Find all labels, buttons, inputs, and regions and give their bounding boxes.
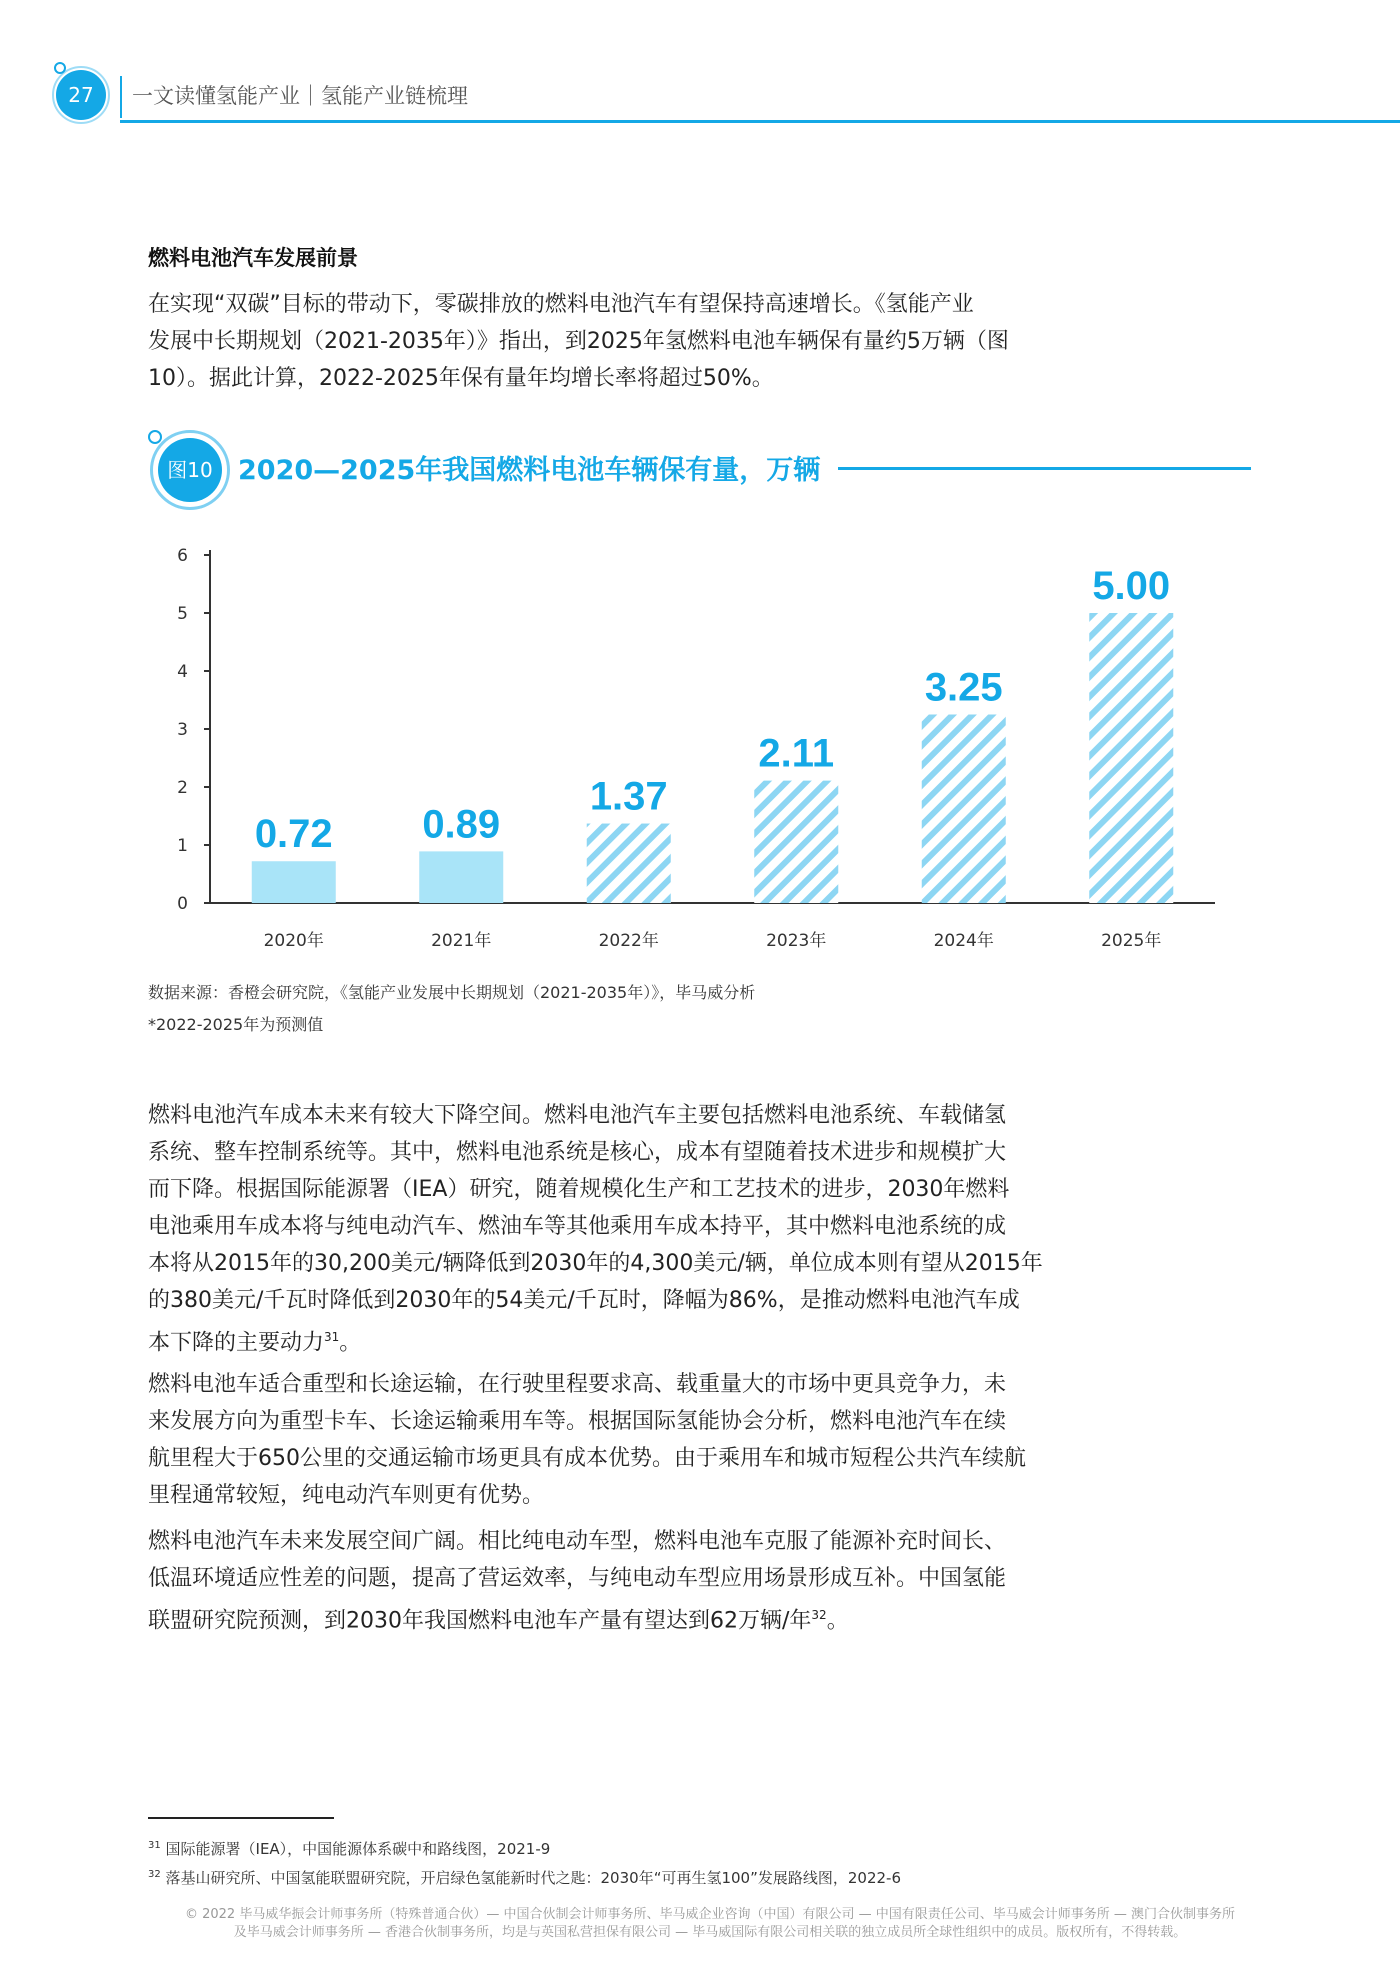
body-paragraph-2 — [148, 1366, 1058, 1514]
bar-value-label: 1.37 — [589, 774, 668, 819]
bar — [252, 861, 336, 903]
body-line: 航里程大于650公里的交通运输市场更具有成本优势。由于乘用车和城市短程公共汽车续航 — [148, 1446, 1026, 1471]
copyright-line: 及毕马威会计师事务所 — 香港合伙制事务所，均是与英国私营担保有限公司 — 毕马威国际有限公司相关联的独立成员所全球性组织中的成员。版权所有，不得转载。 — [233, 1925, 1187, 1940]
body-line — [148, 1597, 1058, 1639]
footnote-32 — [148, 1867, 901, 1888]
footnote-rule — [148, 1817, 334, 1819]
x-tick-label: 2023年 — [766, 931, 827, 951]
data-source: 数据来源：香橙会研究院，《氢能产业发展中长期规划（2021-2035年）》，毕马威分析 — [148, 983, 756, 1002]
bar — [587, 824, 671, 903]
y-tick-label: 4 — [177, 662, 188, 682]
intro-line: 10）。据此计算，2022-2025年保有量年均增长率将超过50%。 — [148, 366, 774, 391]
bar-value-label: 0.72 — [254, 812, 333, 857]
footnote-text: 国际能源署（IEA），中国能源体系碳中和路线图，2021-9 — [165, 1840, 551, 1858]
y-tick-label: 5 — [177, 604, 188, 624]
body-line-text: 本下降的主要动力 — [148, 1330, 325, 1356]
body-line: 里程通常较短，纯电动汽车则更有优势。 — [148, 1483, 545, 1508]
footnote-number: 32 — [148, 1869, 161, 1880]
x-tick-label: 2024年 — [933, 931, 994, 951]
bar-value-label: 2.11 — [758, 731, 835, 776]
copyright-line: © 2022 毕马威华振会计师事务所（特殊普通合伙）— 中国合伙制会计师事务所、毕马威企业咨询（中国）有限公司 — 中国有限责任公司、毕马威会计师事务所 — 澳门合伙制事务所 — [184, 1907, 1235, 1922]
bar — [1089, 613, 1173, 903]
body-line: 燃料电池车适合重型和长途运输，在行驶里程要求高、载重量大的市场中更具竞争力，未 — [148, 1372, 1007, 1397]
body-line — [148, 1319, 1058, 1361]
body-line: 的380美元/千瓦时降低到2030年的54美元/千瓦时，降幅为86%，是推动燃料电池汽车成 — [148, 1288, 1020, 1313]
footnote-number: 31 — [148, 1840, 161, 1851]
x-tick-label: 2022年 — [598, 931, 659, 951]
footnote-ref[interactable]: 32 — [811, 1608, 827, 1622]
intro-line: 在实现“双碳”目标的带动下，零碳排放的燃料电池汽车有望保持高速增长。《氢能产业 — [148, 292, 974, 317]
x-tick-label: 2021年 — [431, 931, 492, 951]
body-line: 本将从2015年的30,200美元/辆降低到2030年的4,300美元/辆，单位成本则有望从2015年 — [148, 1251, 1043, 1276]
body-line: 而下降。根据国际能源署（IEA）研究，随着规模化生产和工艺技术的进步，2030年燃料 — [148, 1177, 1010, 1202]
footnote-ref[interactable]: 31 — [324, 1330, 340, 1344]
y-tick-label: 2 — [177, 778, 188, 798]
body-paragraph-3 — [148, 1523, 1058, 1639]
body-line-end: 。 — [339, 1330, 362, 1356]
body-paragraph-1 — [148, 1097, 1058, 1361]
bar-value-label: 5.00 — [1092, 564, 1171, 608]
x-tick-label: 2025年 — [1101, 931, 1162, 951]
section-title: 燃料电池汽车发展前景 — [148, 246, 358, 270]
bar-value-label: 3.25 — [924, 665, 1003, 710]
figure-badge: 图10 — [158, 438, 222, 502]
body-line: 电池乘用车成本将与纯电动汽车、燃油车等其他乘用车成本持平，其中燃料电池系统的成 — [148, 1214, 1007, 1239]
bar — [922, 715, 1006, 904]
y-tick-label: 1 — [177, 836, 188, 856]
footnote-31 — [148, 1838, 550, 1859]
body-line: 低温环境适应性差的问题，提高了营运效率，与纯电动车型应用场景形成互补。中国氢能 — [148, 1566, 1007, 1591]
bar — [419, 851, 503, 903]
body-line-text: 联盟研究院预测，到2030年我国燃料电池车产量有望达到62万辆/年 — [148, 1608, 812, 1634]
y-tick-label: 6 — [177, 546, 188, 566]
bar-value-label: 0.89 — [422, 802, 501, 847]
body-line-end: 。 — [826, 1608, 849, 1634]
footnote-text: 落基山研究所、中国氢能联盟研究院，开启绿色氢能新时代之匙：2030年“可再生氢100”发展路线图，2022-6 — [165, 1869, 901, 1887]
body-line: 来发展方向为重型卡车、长途运输乘用车等。根据国际氢能协会分析，燃料电池汽车在续 — [148, 1409, 1007, 1434]
page-number: 27 — [56, 70, 106, 120]
intro-line: 发展中长期规划（2021-2035年）》指出，到2025年氢燃料电池车辆保有量约5万辆（图 — [148, 329, 1009, 354]
y-tick-label: 0 — [177, 894, 188, 914]
header-title: 一文读懂氢能产业｜氢能产业链梳理 — [132, 84, 468, 108]
figure-title: 2020—2025年我国燃料电池车辆保有量，万辆 — [238, 455, 821, 486]
body-line: 燃料电池汽车未来发展空间广阔。相比纯电动车型，燃料电池车克服了能源补充时间长、 — [148, 1529, 1007, 1554]
copyright — [160, 1906, 1260, 1942]
bar — [754, 781, 838, 903]
forecast-note: *2022-2025年为预测值 — [148, 1015, 324, 1034]
body-line: 燃料电池汽车成本未来有较大下降空间。燃料电池汽车主要包括燃料电池系统、车载储氢 — [148, 1103, 1007, 1128]
body-line: 系统、整车控制系统等。其中，燃料电池系统是核心，成本有望随着技术进步和规模扩大 — [148, 1140, 1007, 1165]
y-tick-label: 3 — [177, 720, 188, 740]
x-tick-label: 2020年 — [263, 931, 324, 951]
